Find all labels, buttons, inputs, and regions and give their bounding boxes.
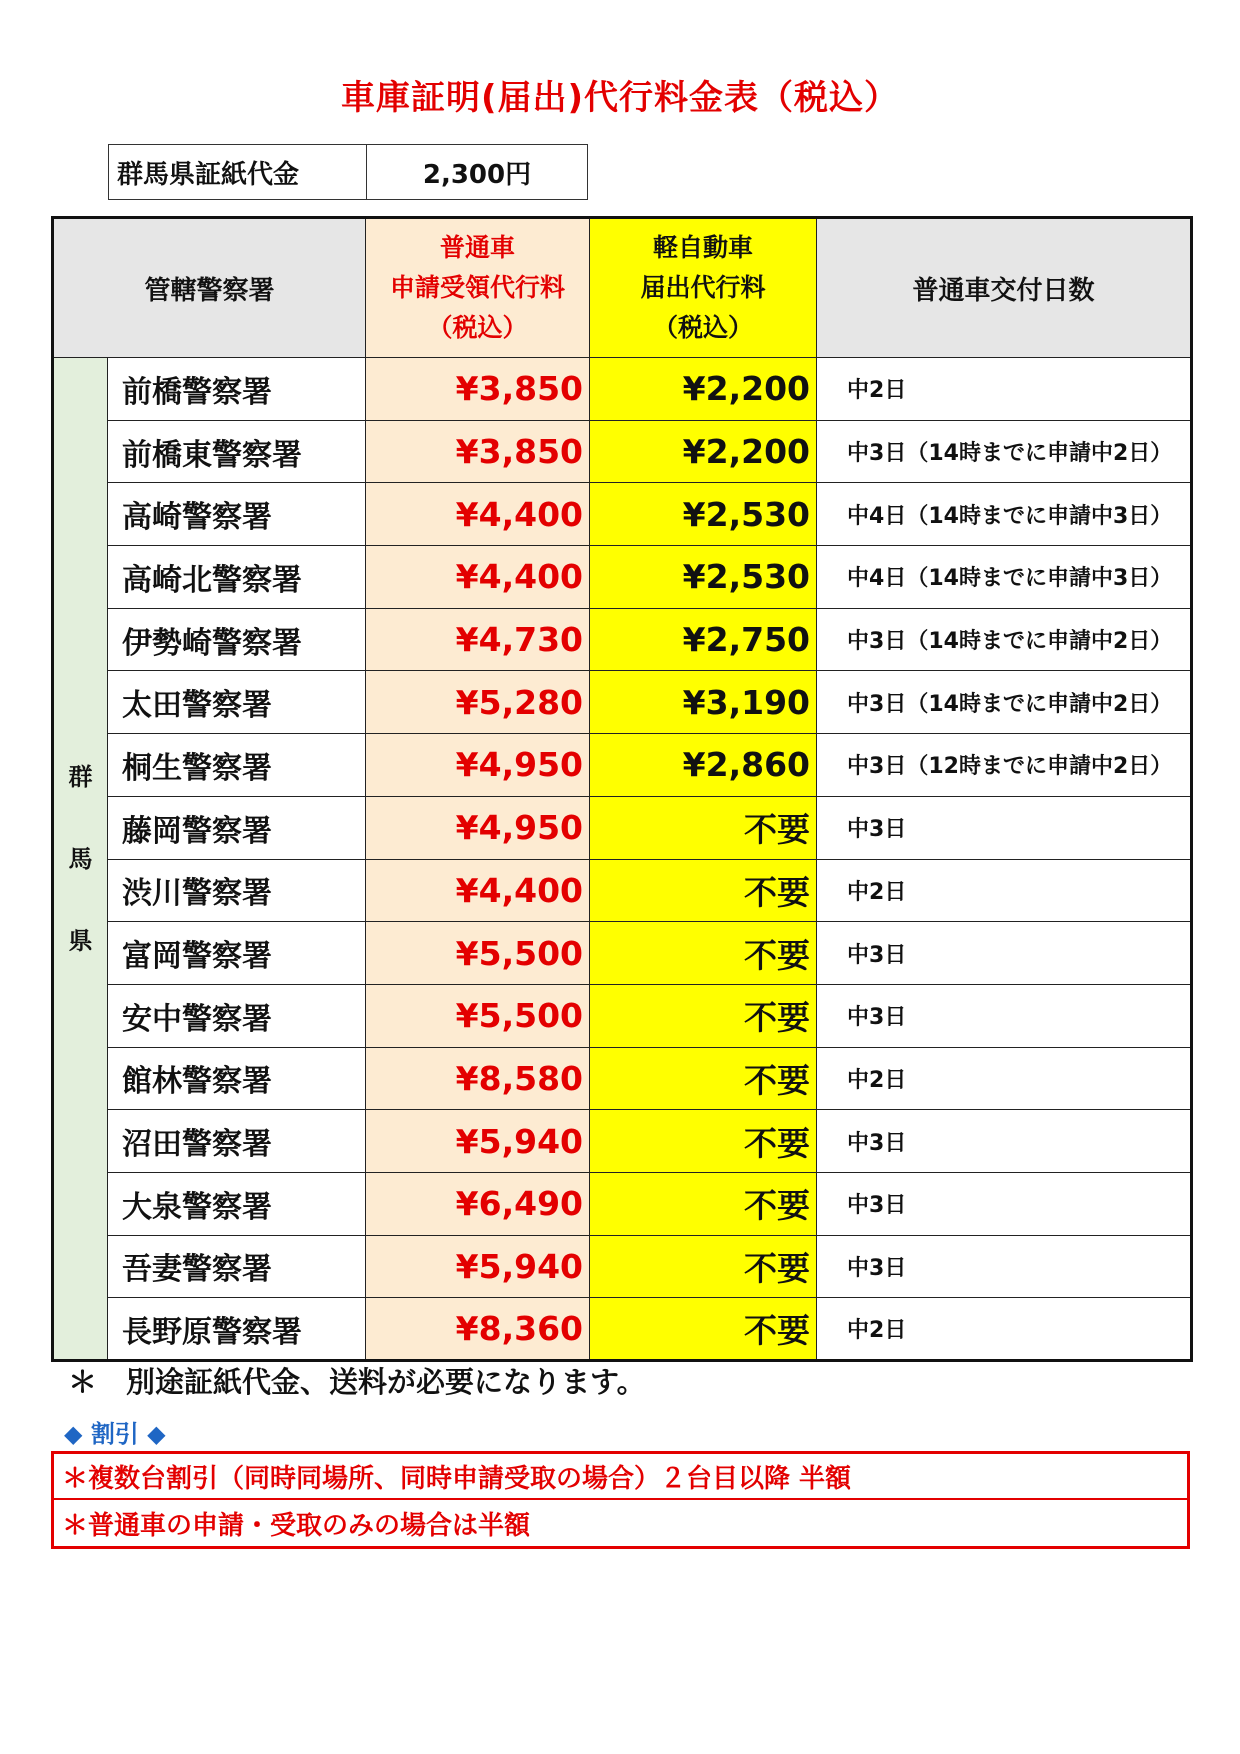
standard-fee: ¥3,850 — [366, 420, 590, 483]
table-row — [53, 1298, 1192, 1361]
table-body — [53, 358, 1192, 1361]
table-row — [53, 796, 1192, 859]
station-name: 沼田警察署 — [108, 1110, 366, 1173]
station-name: 渋川警察署 — [108, 859, 366, 922]
prefecture-char-3: 県 — [68, 926, 93, 955]
standard-fee: ¥4,950 — [366, 734, 590, 797]
kei-fee: ¥3,190 — [590, 671, 817, 734]
header-station: 管轄警察署 — [53, 218, 366, 358]
station-name: 富岡警察署 — [108, 922, 366, 985]
standard-fee: ¥5,940 — [366, 1235, 590, 1298]
delivery-days: 中3日 — [817, 1172, 1192, 1235]
station-name: 吾妻警察署 — [108, 1235, 366, 1298]
delivery-days: 中3日 — [817, 1235, 1192, 1298]
discount-item-multiple: ＊複数台割引（同時同場所、同時申請受取の場合）２台目以降 半額 — [54, 1454, 1187, 1500]
station-name: 安中警察署 — [108, 984, 366, 1047]
header-kei — [590, 218, 817, 358]
delivery-days: 中3日（14時までに申請中2日） — [817, 671, 1192, 734]
delivery-days: 中2日 — [817, 358, 1192, 421]
kei-fee: 不要 — [590, 1047, 817, 1110]
station-name: 館林警察署 — [108, 1047, 366, 1110]
kei-fee: ¥2,530 — [590, 546, 817, 609]
kei-fee: 不要 — [590, 1235, 817, 1298]
table-row — [53, 1047, 1192, 1110]
kei-fee: ¥2,200 — [590, 358, 817, 421]
station-name: 高崎北警察署 — [108, 546, 366, 609]
table-row — [53, 420, 1192, 483]
delivery-days: 中3日（14時までに申請中2日） — [817, 608, 1192, 671]
kei-fee: ¥2,200 — [590, 420, 817, 483]
table-row — [53, 1110, 1192, 1173]
discount-box — [51, 1451, 1190, 1549]
station-name: 長野原警察署 — [108, 1298, 366, 1361]
discount-item-half: ＊普通車の申請・受取のみの場合は半額 — [62, 1510, 531, 1541]
kei-fee: 不要 — [590, 984, 817, 1047]
table-row — [53, 1235, 1192, 1298]
table-row — [53, 922, 1192, 985]
kei-fee: 不要 — [590, 796, 817, 859]
station-name: 伊勢崎警察署 — [108, 608, 366, 671]
standard-fee: ¥5,280 — [366, 671, 590, 734]
kei-fee: 不要 — [590, 1172, 817, 1235]
standard-fee: ¥5,500 — [366, 984, 590, 1047]
kei-fee: ¥2,530 — [590, 483, 817, 546]
delivery-days: 中2日 — [817, 1298, 1192, 1361]
station-name: 太田警察署 — [108, 671, 366, 734]
standard-fee: ¥4,950 — [366, 796, 590, 859]
header-kei-line-2: 届出代行料 — [640, 273, 766, 302]
stamp-fee-table — [108, 144, 588, 200]
table-row — [53, 1172, 1192, 1235]
delivery-days: 中3日 — [817, 1110, 1192, 1173]
station-name: 高崎警察署 — [108, 483, 366, 546]
header-kei-line-3: （税込） — [653, 313, 754, 342]
footnote: ＊ 別途証紙代金、送料が必要になります。 — [68, 1365, 646, 1399]
standard-fee: ¥8,360 — [366, 1298, 590, 1361]
table-header-row — [53, 218, 1192, 358]
page-title: 車庫証明(届出)代行料金表（税込） — [340, 78, 900, 118]
station-name: 大泉警察署 — [108, 1172, 366, 1235]
delivery-days: 中3日 — [817, 984, 1192, 1047]
delivery-days: 中3日 — [817, 796, 1192, 859]
table-row — [53, 483, 1192, 546]
kei-fee: 不要 — [590, 922, 817, 985]
station-name: 桐生警察署 — [108, 734, 366, 797]
table-row — [53, 358, 1192, 421]
table-row — [53, 671, 1192, 734]
header-standard-line-1: 普通車 — [440, 233, 516, 262]
kei-fee: ¥2,860 — [590, 734, 817, 797]
station-name: 前橋警察署 — [108, 358, 366, 421]
stamp-fee-label: 群馬県証紙代金 — [109, 145, 367, 199]
table-row — [53, 608, 1192, 671]
standard-fee: ¥3,850 — [366, 358, 590, 421]
header-standard-line-2: 申請受領代行料 — [390, 273, 566, 302]
standard-fee: ¥4,400 — [366, 859, 590, 922]
station-name: 藤岡警察署 — [108, 796, 366, 859]
stamp-fee-value: 2,300円 — [422, 159, 532, 190]
standard-fee: ¥8,580 — [366, 1047, 590, 1110]
prefecture-char-1: 群 — [68, 762, 93, 791]
kei-fee: ¥2,750 — [590, 608, 817, 671]
table-row — [53, 734, 1192, 797]
delivery-days: 中4日（14時までに申請中3日） — [817, 483, 1192, 546]
standard-fee: ¥4,400 — [366, 546, 590, 609]
header-kei-line-1: 軽自動車 — [653, 233, 754, 262]
table-row — [53, 546, 1192, 609]
prefecture-char-2: 馬 — [68, 844, 93, 873]
header-days: 普通車交付日数 — [817, 218, 1192, 358]
delivery-days: 中2日 — [817, 859, 1192, 922]
delivery-days: 中4日（14時までに申請中3日） — [817, 546, 1192, 609]
delivery-days: 中2日 — [817, 1047, 1192, 1110]
fee-table — [51, 216, 1193, 1362]
header-standard — [366, 218, 590, 358]
station-name: 前橋東警察署 — [108, 420, 366, 483]
standard-fee: ¥4,400 — [366, 483, 590, 546]
delivery-days: 中3日 — [817, 922, 1192, 985]
kei-fee: 不要 — [590, 859, 817, 922]
header-standard-line-3: （税込） — [427, 313, 528, 342]
table-row — [53, 859, 1192, 922]
discount-heading: ◆ 割引 ◆ — [64, 1420, 166, 1448]
standard-fee: ¥5,500 — [366, 922, 590, 985]
table-row — [53, 984, 1192, 1047]
kei-fee: 不要 — [590, 1110, 817, 1173]
standard-fee: ¥4,730 — [366, 608, 590, 671]
prefecture-cell — [53, 358, 108, 1361]
kei-fee: 不要 — [590, 1298, 817, 1361]
standard-fee: ¥5,940 — [366, 1110, 590, 1173]
delivery-days: 中3日（12時までに申請中2日） — [817, 734, 1192, 797]
standard-fee: ¥6,490 — [366, 1172, 590, 1235]
delivery-days: 中3日（14時までに申請中2日） — [817, 420, 1192, 483]
